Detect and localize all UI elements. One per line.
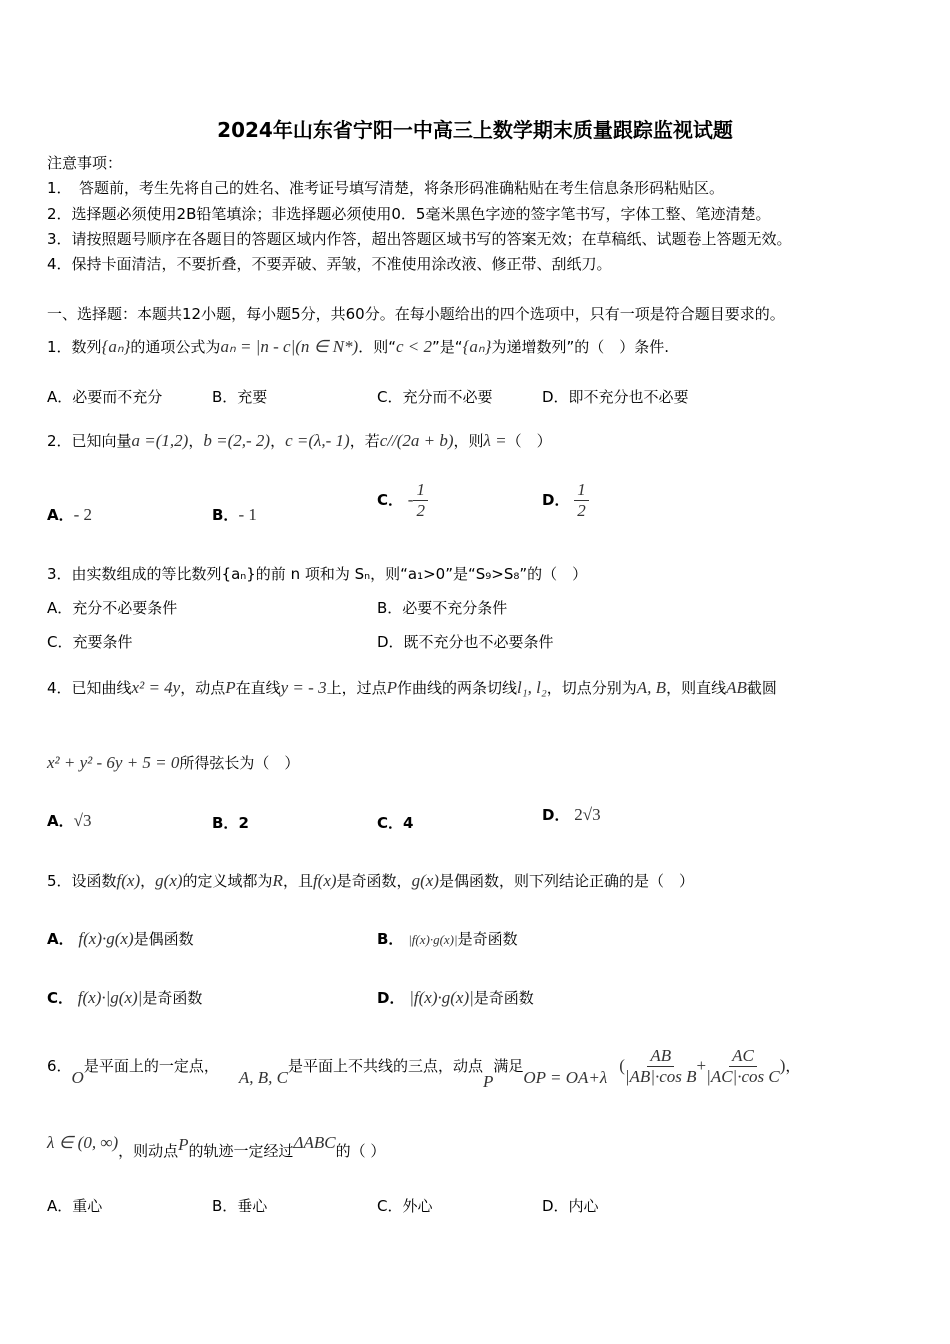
option-c[interactable]: C．外心 (377, 1197, 433, 1215)
option-label: D． (542, 491, 570, 509)
notice-item: 3．请按照题号顺序在各题目的答题区域内作答，超出答题区域书写的答案无效；在草稿纸、试题卷上答题无效。 (47, 230, 792, 248)
text: ”是“ (432, 338, 463, 356)
denominator: 2 (577, 501, 586, 520)
math: OP = OA+λ (523, 1068, 608, 1087)
option-label: C． (377, 491, 404, 509)
numerator: 1 (574, 480, 589, 501)
question-3: 3．由实数组成的等比数列{aₙ}的前 n 项和为 Sₙ，则“a₁>0”是“S₉>S₈”的（ ） (47, 565, 588, 583)
math: O (71, 1068, 84, 1087)
math: 2√3 (574, 805, 601, 824)
option-b[interactable]: B．充要 (212, 388, 268, 406)
notice-item: 2．选择题必须使用2B铅笔填涂；非选择题必须使用0．5毫米黑色字迹的签字笔书写，字体工整、笔迹清楚。 (47, 205, 771, 223)
math: f(x)·g(x) (78, 929, 134, 948)
text: 为递增数列”的（ ）条件. (491, 338, 669, 356)
text: 4．已知曲线 (47, 679, 132, 697)
text: 5．设函数 (47, 872, 117, 890)
math: P (178, 1135, 189, 1154)
math: + (696, 1056, 707, 1075)
question-5 (47, 870, 694, 891)
text: ， (270, 432, 286, 450)
text: ， (140, 872, 156, 890)
option-a[interactable]: A．重心 (47, 1197, 103, 1215)
text: 2．已知向量 (47, 432, 132, 450)
math: - 1 (238, 505, 257, 524)
option-d[interactable]: D．即不充分也不必要 (542, 388, 689, 406)
math: a =(1,2) (131, 431, 189, 450)
math: ) (779, 1056, 786, 1075)
math: c < 2 (396, 337, 433, 356)
option-label: A． (47, 812, 74, 830)
option-b[interactable] (212, 504, 257, 525)
denominator: |AC|·cos C (706, 1067, 780, 1086)
text: 的通项公式为 (130, 338, 221, 356)
math: {aₙ} (462, 337, 492, 356)
text: ．则“ (358, 338, 396, 356)
option-b[interactable] (212, 812, 249, 833)
option-a[interactable] (47, 810, 91, 831)
option-d[interactable]: D．内心 (542, 1197, 599, 1215)
option-label: C． (377, 814, 404, 832)
math: λ = (483, 431, 507, 450)
notice-heading: 注意事项： (47, 154, 123, 172)
text: 是奇函数， (336, 872, 412, 890)
option-a[interactable]: A．必要而不充分 (47, 388, 163, 406)
math: f(x) (116, 871, 141, 890)
option-a[interactable] (47, 504, 92, 525)
text: ，则动点 (118, 1142, 179, 1160)
math: - (407, 490, 414, 509)
option-b[interactable]: B．必要不充分条件 (377, 599, 508, 617)
fraction (413, 480, 428, 521)
option-c[interactable] (377, 480, 428, 521)
math: - 2 (73, 505, 93, 524)
text: 在直线 (235, 679, 281, 697)
numerator: 1 (413, 480, 428, 501)
text: 是偶函数，则下列结论正确的是（ ） (438, 872, 694, 890)
text: ，切点分别为 (546, 679, 637, 697)
text: 是奇函数 (473, 989, 534, 1007)
text: ， (785, 1057, 801, 1075)
option-c[interactable] (377, 812, 413, 833)
text: ，则直线 (666, 679, 727, 697)
math: P (386, 678, 397, 697)
math: b =(2,- 2) (203, 431, 271, 450)
math: l₁, l₂ (517, 678, 547, 697)
text: 的（ ） (335, 1142, 386, 1160)
option-b[interactable]: B．垂心 (212, 1197, 268, 1215)
math: P (225, 678, 236, 697)
math: ΔABC (293, 1133, 336, 1152)
math: A, B, C (238, 1068, 288, 1087)
option-c[interactable] (47, 987, 202, 1008)
math: P (482, 1072, 494, 1091)
text: 所得弦长为（ ） (179, 754, 300, 772)
notice-item: 1． 答题前，考生先将自己的姓名、准考证号填写清楚，将条形码准确粘贴在考生信息条形码粘贴区。 (47, 179, 725, 197)
text: 的轨迹一定经过 (188, 1142, 294, 1160)
denominator: |AB|·cos B (624, 1067, 697, 1086)
text: （ ） (506, 432, 552, 450)
text: 是平面上不共线的三点，动点 (287, 1057, 483, 1075)
option-label: B． (212, 814, 239, 832)
text: 是平面上的一定点， (83, 1057, 219, 1075)
text: ， (188, 432, 204, 450)
text: 是偶函数 (133, 930, 194, 948)
text: 的定义域都为 (182, 872, 273, 890)
math: {aₙ} (101, 337, 131, 356)
fraction (574, 480, 589, 521)
math: λ ∈ (0, ∞) (47, 1133, 119, 1152)
text: 截圆 (746, 679, 777, 697)
option-a[interactable] (47, 928, 194, 949)
text: ，且 (282, 872, 313, 890)
option-c[interactable]: C．充要条件 (47, 633, 133, 651)
option-label: A． (47, 930, 74, 948)
option-c[interactable]: C．充分而不必要 (377, 388, 493, 406)
question-1 (47, 336, 669, 357)
text: 6． (47, 1057, 72, 1075)
option-label: A． (47, 506, 74, 524)
math: A, B (636, 678, 667, 697)
value: 2 (238, 814, 249, 832)
text: 是奇函数 (457, 930, 518, 948)
denominator: 2 (416, 501, 425, 520)
option-label: D． (542, 806, 570, 824)
math: c =(λ,- 1) (285, 431, 350, 450)
fraction (625, 1046, 697, 1087)
option-d[interactable] (542, 480, 589, 521)
option-a[interactable]: A．充分不必要条件 (47, 599, 178, 617)
option-d[interactable]: D．既不充分也不必要条件 (377, 633, 554, 651)
question-4-cont (47, 752, 299, 773)
math: f(x)·|g(x)| (77, 988, 143, 1007)
question-6-cont (47, 1133, 386, 1161)
math: √3 (73, 811, 92, 830)
option-label: B． (212, 506, 239, 524)
math: ( (619, 1056, 625, 1075)
value: 4 (403, 814, 414, 832)
numerator: AB (647, 1046, 674, 1067)
question-2 (47, 430, 552, 451)
math: R (272, 871, 283, 890)
math: AB (726, 678, 747, 697)
section-heading: 一、选择题：本题共12小题，每小题5分，共60分。在每小题给出的四个选项中，只有一项是符合题目要求的。 (47, 305, 785, 323)
option-d[interactable] (377, 987, 534, 1008)
text: 作曲线的两条切线 (396, 679, 517, 697)
text: 满足 (493, 1057, 524, 1075)
math: x² = 4y (131, 678, 181, 697)
text: ，动点 (180, 679, 226, 697)
text: ，若 (349, 432, 380, 450)
numerator: AC (729, 1046, 757, 1067)
option-b[interactable] (377, 928, 518, 949)
option-label: D． (377, 989, 405, 1007)
text: 1．数列 (47, 338, 102, 356)
notice-item: 4．保持卡面清洁，不要折叠，不要弄破、弄皱，不准使用涂改液、修正带、刮纸刀。 (47, 255, 612, 273)
math: |f(x)·g(x)| (409, 988, 474, 1007)
math: f(x) (312, 871, 337, 890)
option-label: B． (377, 930, 404, 948)
question-6 (47, 1046, 801, 1091)
page-title: 2024年山东省宁阳一中高三上数学期末质量跟踪监视试题 (217, 118, 733, 142)
math: y = - 3 (280, 678, 327, 697)
math: c//(2a + b) (379, 431, 454, 450)
question-4 (47, 677, 777, 698)
math: |f(x)·g(x)| (408, 932, 458, 947)
math: aₙ = |n - c|(n ∈ N*) (220, 337, 359, 356)
math: g(x) (155, 871, 183, 890)
option-d[interactable] (542, 804, 601, 825)
text: 是奇函数 (142, 989, 203, 1007)
text: 上，过点 (326, 679, 387, 697)
math: x² + y² - 6y + 5 = 0 (47, 753, 180, 772)
math: g(x) (411, 871, 439, 890)
text: ，则 (453, 432, 484, 450)
fraction (706, 1046, 780, 1087)
option-label: C． (47, 989, 74, 1007)
